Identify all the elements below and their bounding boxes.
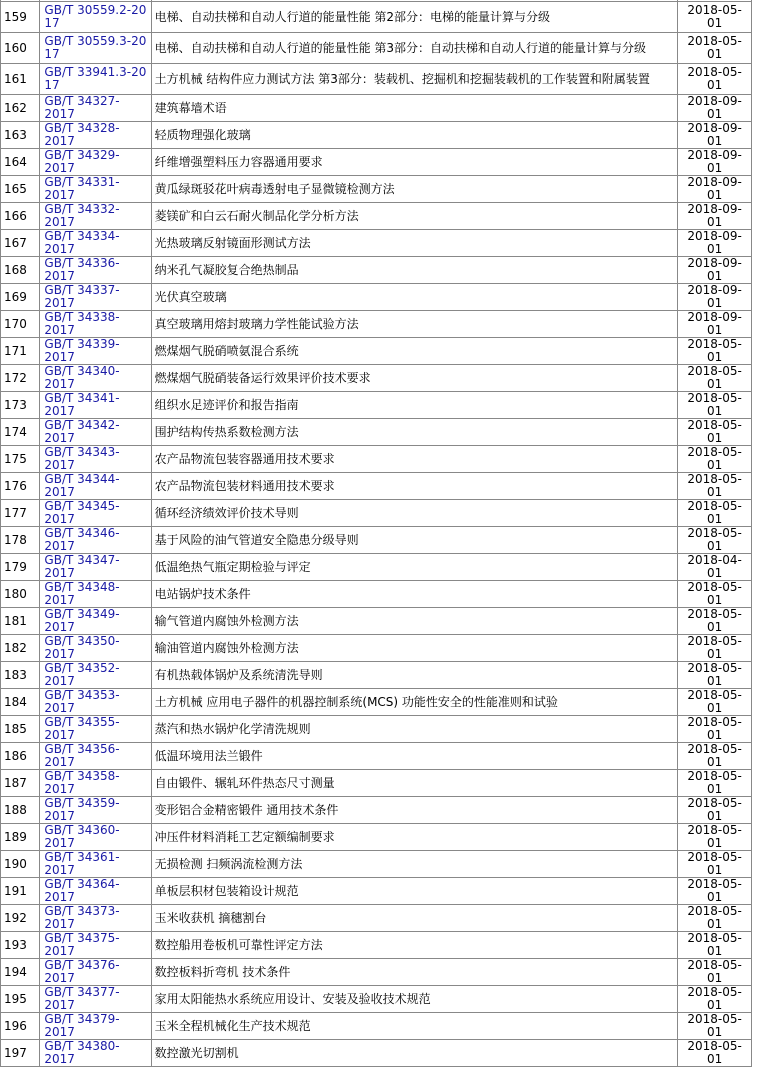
table-row bbox=[1, 716, 752, 743]
standard-code-cell bbox=[40, 149, 151, 176]
implementation-date: 2018-05-01 bbox=[678, 932, 752, 959]
row-number: 195 bbox=[1, 986, 40, 1013]
implementation-date: 2018-09-01 bbox=[678, 176, 752, 203]
standard-title: 数控船用卷板机可靠性评定方法 bbox=[152, 932, 679, 959]
table-row bbox=[1, 338, 752, 365]
implementation-date: 2018-05-01 bbox=[678, 905, 752, 932]
standard-code-cell bbox=[40, 581, 151, 608]
table-row bbox=[1, 2, 752, 33]
implementation-date: 2018-05-01 bbox=[678, 743, 752, 770]
table-row bbox=[1, 1013, 752, 1040]
standard-title: 无损检测 扫频涡流检测方法 bbox=[152, 851, 679, 878]
standard-code-cell bbox=[40, 2, 151, 33]
table-row bbox=[1, 33, 752, 64]
standard-code-link[interactable]: GB/T 34356-2017 bbox=[44, 743, 120, 769]
implementation-date: 2018-05-01 bbox=[678, 878, 752, 905]
row-number: 187 bbox=[1, 770, 40, 797]
standard-code-cell bbox=[40, 33, 151, 64]
standard-code-link[interactable]: GB/T 34376-2017 bbox=[44, 959, 120, 985]
standard-code-link[interactable]: GB/T 34350-2017 bbox=[44, 635, 120, 661]
implementation-date: 2018-09-01 bbox=[678, 122, 752, 149]
implementation-date: 2018-05-01 bbox=[678, 851, 752, 878]
implementation-date: 2018-05-01 bbox=[678, 689, 752, 716]
standard-code-link[interactable]: GB/T 34364-2017 bbox=[44, 878, 120, 904]
implementation-date: 2018-05-01 bbox=[678, 635, 752, 662]
implementation-date: 2018-05-01 bbox=[678, 716, 752, 743]
row-number: 168 bbox=[1, 257, 40, 284]
standard-code-cell bbox=[40, 446, 151, 473]
row-number: 194 bbox=[1, 959, 40, 986]
standard-title: 循环经济绩效评价技术导则 bbox=[152, 500, 679, 527]
table-row bbox=[1, 878, 752, 905]
standard-title: 蒸汽和热水锅炉化学清洗规则 bbox=[152, 716, 679, 743]
table-row bbox=[1, 824, 752, 851]
standard-title: 纤维增强塑料压力容器通用要求 bbox=[152, 149, 679, 176]
implementation-date: 2018-05-01 bbox=[678, 500, 752, 527]
table-row bbox=[1, 365, 752, 392]
standard-title: 输气管道内腐蚀外检测方法 bbox=[152, 608, 679, 635]
standard-code-cell bbox=[40, 500, 151, 527]
table-row bbox=[1, 608, 752, 635]
implementation-date: 2018-05-01 bbox=[678, 527, 752, 554]
table-row bbox=[1, 959, 752, 986]
table-row bbox=[1, 986, 752, 1013]
row-number: 179 bbox=[1, 554, 40, 581]
implementation-date: 2018-09-01 bbox=[678, 203, 752, 230]
standard-code-cell bbox=[40, 905, 151, 932]
standard-code-cell bbox=[40, 608, 151, 635]
standard-code-link[interactable]: GB/T 34343-2017 bbox=[44, 446, 120, 472]
table-row bbox=[1, 257, 752, 284]
standard-code-link[interactable]: GB/T 34348-2017 bbox=[44, 581, 120, 607]
standard-code-link[interactable]: GB/T 30559.3-2017 bbox=[44, 34, 147, 61]
table-row bbox=[1, 527, 752, 554]
table-row bbox=[1, 176, 752, 203]
row-number: 192 bbox=[1, 905, 40, 932]
standard-code-link[interactable]: GB/T 34342-2017 bbox=[44, 419, 120, 445]
implementation-date: 2018-05-01 bbox=[678, 33, 752, 64]
standard-title: 家用太阳能热水系统应用设计、安装及验收技术规范 bbox=[152, 986, 679, 1013]
standard-code-link[interactable]: GB/T 30559.2-2017 bbox=[44, 3, 147, 30]
standard-code-link[interactable]: GB/T 33941.3-2017 bbox=[44, 65, 147, 92]
implementation-date: 2018-05-01 bbox=[678, 338, 752, 365]
standard-title: 纳米孔气凝胶复合绝热制品 bbox=[152, 257, 679, 284]
implementation-date: 2018-05-01 bbox=[678, 770, 752, 797]
standard-code-cell bbox=[40, 1040, 151, 1067]
table-row bbox=[1, 932, 752, 959]
standard-code-cell bbox=[40, 338, 151, 365]
standard-code-cell bbox=[40, 635, 151, 662]
standard-title: 真空玻璃用熔封玻璃力学性能试验方法 bbox=[152, 311, 679, 338]
table-row bbox=[1, 635, 752, 662]
standard-title: 数控板料折弯机 技术条件 bbox=[152, 959, 679, 986]
standard-title: 黄瓜绿斑驳花叶病毒透射电子显微镜检测方法 bbox=[152, 176, 679, 203]
implementation-date: 2018-05-01 bbox=[678, 959, 752, 986]
standard-code-link[interactable]: GB/T 34380-2017 bbox=[44, 1040, 120, 1066]
standard-code-link[interactable]: GB/T 34358-2017 bbox=[44, 770, 120, 796]
standard-title: 基于风险的油气管道安全隐患分级导则 bbox=[152, 527, 679, 554]
standard-code-link[interactable]: GB/T 34375-2017 bbox=[44, 932, 120, 958]
standard-title: 围护结构传热系数检测方法 bbox=[152, 419, 679, 446]
standard-code-link[interactable]: GB/T 34349-2017 bbox=[44, 608, 120, 634]
standard-title: 电梯、自动扶梯和自动人行道的能量性能 第2部分：电梯的能量计算与分级 bbox=[152, 2, 679, 33]
row-number: 183 bbox=[1, 662, 40, 689]
standard-code-cell bbox=[40, 176, 151, 203]
table-row bbox=[1, 311, 752, 338]
standard-code-link[interactable]: GB/T 34353-2017 bbox=[44, 689, 120, 715]
table-row bbox=[1, 95, 752, 122]
row-number: 163 bbox=[1, 122, 40, 149]
standard-code-link[interactable]: GB/T 34345-2017 bbox=[44, 500, 120, 526]
table-row bbox=[1, 689, 752, 716]
standard-title: 冲压件材料消耗工艺定额编制要求 bbox=[152, 824, 679, 851]
standard-code-cell bbox=[40, 770, 151, 797]
implementation-date: 2018-05-01 bbox=[678, 2, 752, 33]
standard-title: 玉米全程机械化生产技术规范 bbox=[152, 1013, 679, 1040]
standard-title: 光伏真空玻璃 bbox=[152, 284, 679, 311]
implementation-date: 2018-05-01 bbox=[678, 473, 752, 500]
standard-code-cell bbox=[40, 527, 151, 554]
table-row bbox=[1, 392, 752, 419]
standard-code-cell bbox=[40, 824, 151, 851]
standard-code-link[interactable]: GB/T 34355-2017 bbox=[44, 716, 120, 742]
standard-code-link[interactable]: GB/T 34328-2017 bbox=[44, 122, 120, 148]
standard-title: 输油管道内腐蚀外检测方法 bbox=[152, 635, 679, 662]
standard-title: 菱镁矿和白云石耐火制品化学分析方法 bbox=[152, 203, 679, 230]
row-number: 167 bbox=[1, 230, 40, 257]
standard-title: 农产品物流包装材料通用技术要求 bbox=[152, 473, 679, 500]
standard-title: 单板层积材包装箱设计规范 bbox=[152, 878, 679, 905]
table-row bbox=[1, 851, 752, 878]
standard-code-cell bbox=[40, 419, 151, 446]
standard-code-cell bbox=[40, 95, 151, 122]
standard-title: 有机热载体锅炉及系统清洗导则 bbox=[152, 662, 679, 689]
standard-code-link[interactable]: GB/T 34359-2017 bbox=[44, 797, 120, 823]
row-number: 175 bbox=[1, 446, 40, 473]
implementation-date: 2018-09-01 bbox=[678, 311, 752, 338]
standard-code-link[interactable]: GB/T 34346-2017 bbox=[44, 527, 120, 553]
implementation-date: 2018-09-01 bbox=[678, 95, 752, 122]
table-row bbox=[1, 581, 752, 608]
standard-code-cell bbox=[40, 311, 151, 338]
table-row bbox=[1, 446, 752, 473]
standard-title: 农产品物流包装容器通用技术要求 bbox=[152, 446, 679, 473]
standard-code-cell bbox=[40, 203, 151, 230]
row-number: 188 bbox=[1, 797, 40, 824]
standard-code-link[interactable]: GB/T 34340-2017 bbox=[44, 365, 120, 391]
implementation-date: 2018-09-01 bbox=[678, 284, 752, 311]
row-number: 161 bbox=[1, 64, 40, 95]
table-row bbox=[1, 203, 752, 230]
row-number: 170 bbox=[1, 311, 40, 338]
standard-code-cell bbox=[40, 554, 151, 581]
row-number: 169 bbox=[1, 284, 40, 311]
implementation-date: 2018-05-01 bbox=[678, 662, 752, 689]
table-row bbox=[1, 64, 752, 95]
standard-code-link[interactable]: GB/T 34337-2017 bbox=[44, 284, 120, 310]
implementation-date: 2018-05-01 bbox=[678, 797, 752, 824]
standard-title: 电站锅炉技术条件 bbox=[152, 581, 679, 608]
standard-code-link[interactable]: GB/T 34338-2017 bbox=[44, 311, 120, 337]
standard-code-link[interactable]: GB/T 34347-2017 bbox=[44, 554, 120, 580]
standard-title: 光热玻璃反射镜面形测试方法 bbox=[152, 230, 679, 257]
standard-code-cell bbox=[40, 743, 151, 770]
standard-code-link[interactable]: GB/T 34341-2017 bbox=[44, 392, 120, 418]
row-number: 166 bbox=[1, 203, 40, 230]
standard-title: 燃煤烟气脱硝装备运行效果评价技术要求 bbox=[152, 365, 679, 392]
implementation-date: 2018-05-01 bbox=[678, 581, 752, 608]
standard-title: 自由锻件、辗轧环件热态尺寸测量 bbox=[152, 770, 679, 797]
implementation-date: 2018-09-01 bbox=[678, 230, 752, 257]
row-number: 193 bbox=[1, 932, 40, 959]
implementation-date: 2018-05-01 bbox=[678, 446, 752, 473]
standard-code-cell bbox=[40, 284, 151, 311]
standard-title: 土方机械 应用电子器件的机器控制系统(MCS) 功能性安全的性能准则和试验 bbox=[152, 689, 679, 716]
row-number: 159 bbox=[1, 2, 40, 33]
row-number: 160 bbox=[1, 33, 40, 64]
table-row bbox=[1, 770, 752, 797]
standard-title: 燃煤烟气脱硝喷氨混合系统 bbox=[152, 338, 679, 365]
table-row bbox=[1, 662, 752, 689]
row-number: 184 bbox=[1, 689, 40, 716]
standard-code-link[interactable]: GB/T 34377-2017 bbox=[44, 986, 120, 1012]
row-number: 173 bbox=[1, 392, 40, 419]
standard-title: 低温绝热气瓶定期检验与评定 bbox=[152, 554, 679, 581]
standard-code-link[interactable]: GB/T 34336-2017 bbox=[44, 257, 120, 283]
standard-title: 低温环境用法兰锻件 bbox=[152, 743, 679, 770]
standard-code-link[interactable]: GB/T 34331-2017 bbox=[44, 176, 120, 202]
standard-title: 电梯、自动扶梯和自动人行道的能量性能 第3部分：自动扶梯和自动人行道的能量计算与分级 bbox=[152, 33, 679, 64]
implementation-date: 2018-05-01 bbox=[678, 1013, 752, 1040]
standard-code-cell bbox=[40, 257, 151, 284]
row-number: 177 bbox=[1, 500, 40, 527]
standard-title: 数控激光切割机 bbox=[152, 1040, 679, 1067]
standard-code-cell bbox=[40, 230, 151, 257]
standard-title: 玉米收获机 摘穗割台 bbox=[152, 905, 679, 932]
standard-code-link[interactable]: GB/T 34329-2017 bbox=[44, 149, 120, 175]
row-number: 164 bbox=[1, 149, 40, 176]
standard-code-cell bbox=[40, 878, 151, 905]
row-number: 172 bbox=[1, 365, 40, 392]
standard-code-link[interactable]: GB/T 34334-2017 bbox=[44, 230, 120, 256]
standard-code-link[interactable]: GB/T 34373-2017 bbox=[44, 905, 120, 931]
implementation-date: 2018-09-01 bbox=[678, 149, 752, 176]
table-row bbox=[1, 473, 752, 500]
implementation-date: 2018-05-01 bbox=[678, 986, 752, 1013]
standard-code-link[interactable]: GB/T 34379-2017 bbox=[44, 1013, 120, 1039]
standard-code-cell bbox=[40, 959, 151, 986]
standard-code-cell bbox=[40, 851, 151, 878]
implementation-date: 2018-05-01 bbox=[678, 608, 752, 635]
row-number: 197 bbox=[1, 1040, 40, 1067]
table-row bbox=[1, 797, 752, 824]
standard-code-cell bbox=[40, 392, 151, 419]
row-number: 171 bbox=[1, 338, 40, 365]
table-row bbox=[1, 419, 752, 446]
standard-code-link[interactable]: GB/T 34360-2017 bbox=[44, 824, 120, 850]
table-row bbox=[1, 149, 752, 176]
standard-code-cell bbox=[40, 689, 151, 716]
standard-code-link[interactable]: GB/T 34332-2017 bbox=[44, 203, 120, 229]
standard-title: 轻质物理强化玻璃 bbox=[152, 122, 679, 149]
implementation-date: 2018-05-01 bbox=[678, 392, 752, 419]
standard-code-link[interactable]: GB/T 34327-2017 bbox=[44, 95, 120, 121]
row-number: 196 bbox=[1, 1013, 40, 1040]
standard-code-cell bbox=[40, 1013, 151, 1040]
row-number: 162 bbox=[1, 95, 40, 122]
table-row bbox=[1, 122, 752, 149]
implementation-date: 2018-05-01 bbox=[678, 365, 752, 392]
row-number: 186 bbox=[1, 743, 40, 770]
standard-code-link[interactable]: GB/T 34339-2017 bbox=[44, 338, 120, 364]
row-number: 174 bbox=[1, 419, 40, 446]
table-row bbox=[1, 230, 752, 257]
standard-code-cell bbox=[40, 473, 151, 500]
standard-code-link[interactable]: GB/T 34352-2017 bbox=[44, 662, 120, 688]
implementation-date: 2018-04-01 bbox=[678, 554, 752, 581]
row-number: 178 bbox=[1, 527, 40, 554]
row-number: 176 bbox=[1, 473, 40, 500]
standard-title: 建筑幕墙术语 bbox=[152, 95, 679, 122]
table-row bbox=[1, 743, 752, 770]
standard-code-link[interactable]: GB/T 34361-2017 bbox=[44, 851, 120, 877]
row-number: 185 bbox=[1, 716, 40, 743]
standard-title: 变形铝合金精密锻件 通用技术条件 bbox=[152, 797, 679, 824]
row-number: 180 bbox=[1, 581, 40, 608]
standard-code-link[interactable]: GB/T 34344-2017 bbox=[44, 473, 120, 499]
standard-code-cell bbox=[40, 122, 151, 149]
implementation-date: 2018-05-01 bbox=[678, 419, 752, 446]
standards-table-body bbox=[1, 0, 752, 1067]
implementation-date: 2018-05-01 bbox=[678, 64, 752, 95]
standard-code-cell bbox=[40, 716, 151, 743]
row-number: 189 bbox=[1, 824, 40, 851]
row-number: 190 bbox=[1, 851, 40, 878]
table-row bbox=[1, 905, 752, 932]
standard-code-cell bbox=[40, 662, 151, 689]
standard-code-cell bbox=[40, 932, 151, 959]
row-number: 191 bbox=[1, 878, 40, 905]
standard-code-cell bbox=[40, 797, 151, 824]
standard-code-cell bbox=[40, 64, 151, 95]
standard-title: 组织水足迹评价和报告指南 bbox=[152, 392, 679, 419]
implementation-date: 2018-09-01 bbox=[678, 257, 752, 284]
row-number: 181 bbox=[1, 608, 40, 635]
table-row bbox=[1, 500, 752, 527]
standard-code-cell bbox=[40, 986, 151, 1013]
table-row bbox=[1, 284, 752, 311]
table-row bbox=[1, 1040, 752, 1067]
standard-title: 土方机械 结构件应力测试方法 第3部分：装载机、挖掘机和挖掘装载机的工作装置和附属装置 bbox=[152, 64, 679, 95]
row-number: 182 bbox=[1, 635, 40, 662]
standard-code-cell bbox=[40, 365, 151, 392]
implementation-date: 2018-05-01 bbox=[678, 824, 752, 851]
implementation-date: 2018-05-01 bbox=[678, 1040, 752, 1067]
row-number: 165 bbox=[1, 176, 40, 203]
table-row bbox=[1, 554, 752, 581]
